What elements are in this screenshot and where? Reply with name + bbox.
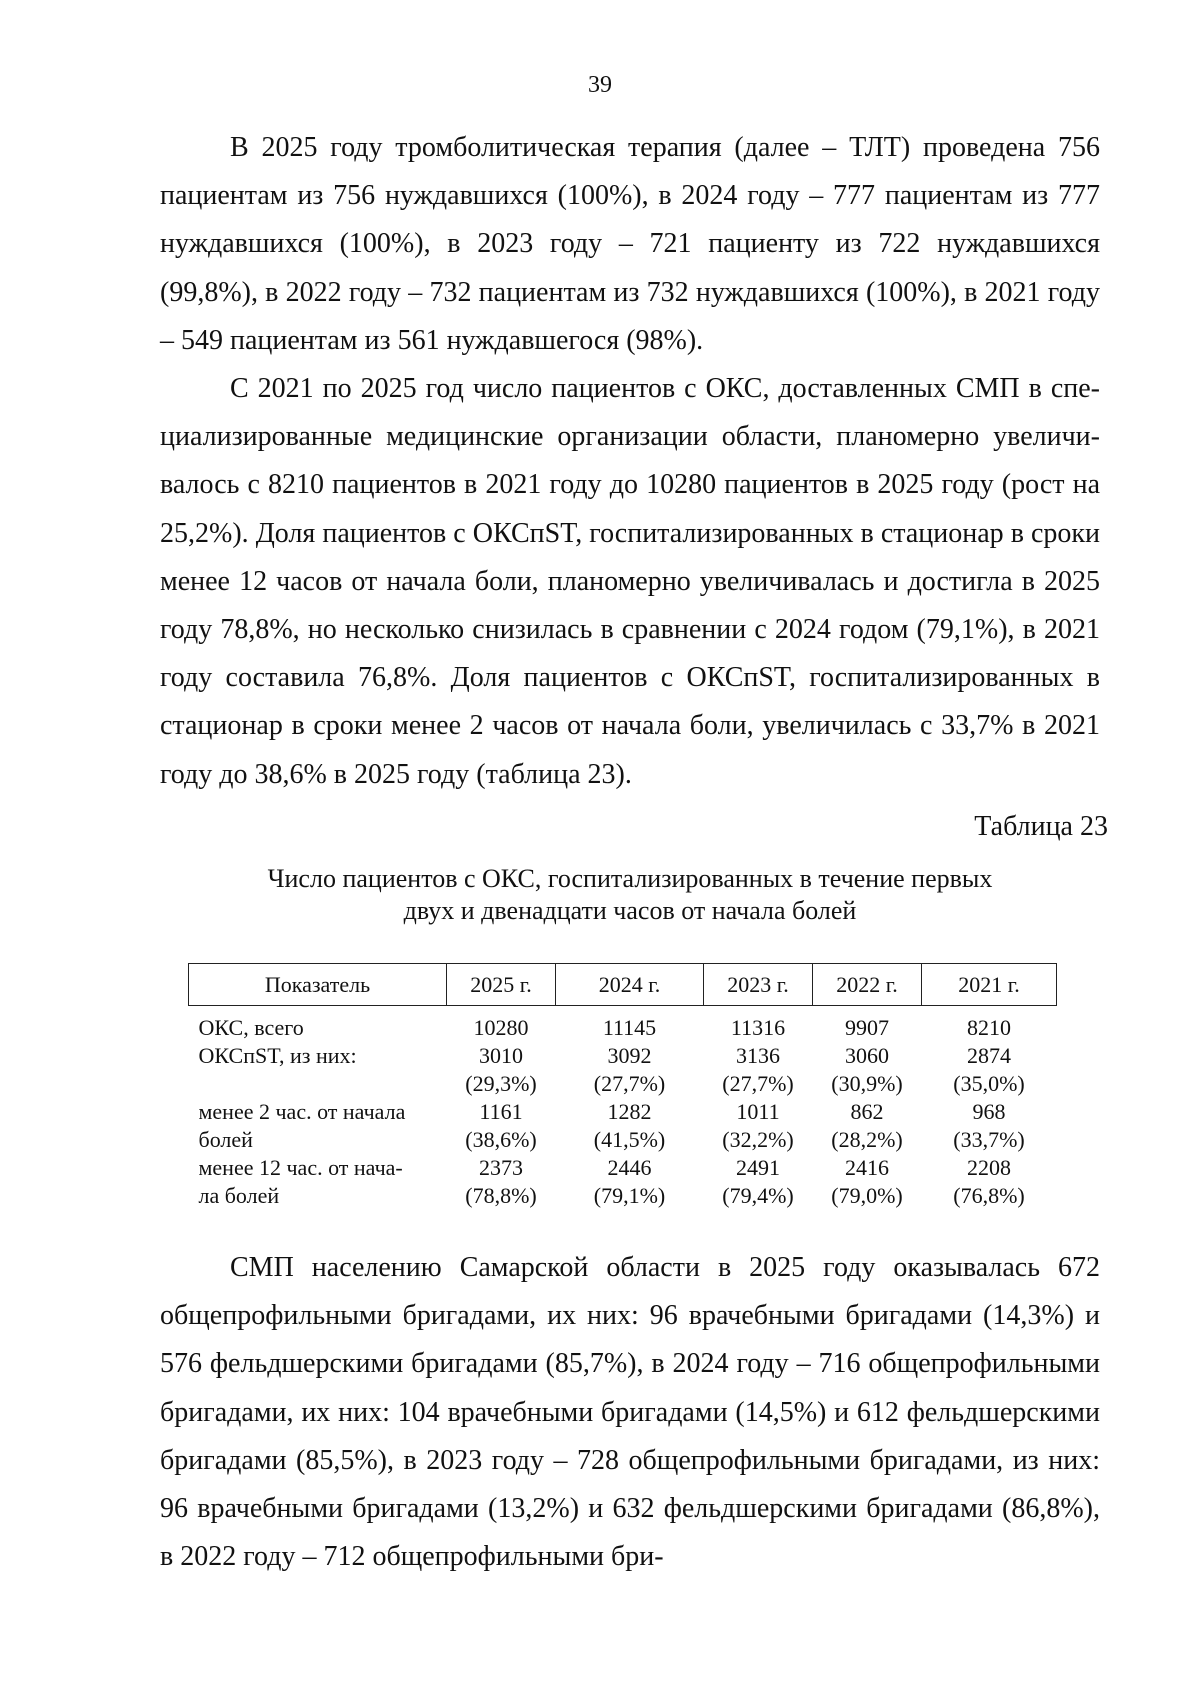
table-cell: 8210 xyxy=(967,1015,1011,1040)
row-label: болей xyxy=(198,1127,253,1152)
table-caption xyxy=(160,863,1100,927)
table-cell: 2491 xyxy=(736,1155,780,1180)
row-label: ла болей xyxy=(198,1183,280,1208)
table-cell: 1161 xyxy=(479,1099,523,1124)
table-cell: 862 xyxy=(850,1099,884,1124)
table-cell: 3060 xyxy=(845,1043,889,1068)
table-cell: 3136 xyxy=(736,1043,780,1068)
table-cell: (33,7%) xyxy=(953,1127,1025,1152)
table-cell: 1011 xyxy=(736,1099,780,1124)
table-cell: (27,7%) xyxy=(593,1071,666,1096)
table-cell: (28,2%) xyxy=(831,1127,903,1152)
table-cell: 11145 xyxy=(602,1015,657,1040)
table-cell: 1282 xyxy=(607,1099,652,1124)
table-cell: 968 xyxy=(972,1099,1006,1124)
paragraph-tlt: В 2025 году тромболитическая терапия (далее – ТЛТ) проведена 756 пациентам из 756 нуждавшихся (100%), в 2024 году – 777 пациентам из 777 нуждавшихся (100%), в 2023 году – 721 пациенту из 722 нуждавшихся (99,8%), в 2022 году – 732 пациентам из 732 нуждавшихся (100%), в 2021 году – 549 пациентам из 561 нуждавшегося (98%). xyxy=(160,132,1100,356)
table-row xyxy=(189,1070,1057,1098)
table-cell: 2446 xyxy=(607,1155,652,1180)
table-label: Таблица 23 xyxy=(974,811,1108,842)
header-2024: 2024 г. xyxy=(556,964,704,1006)
table-row xyxy=(189,1126,1057,1154)
row-label: менее 12 час. от нача- xyxy=(198,1155,403,1180)
header-indicator: Показатель xyxy=(189,964,447,1006)
table-cell: (79,1%) xyxy=(593,1183,666,1208)
table-cell: 3010 xyxy=(479,1043,523,1068)
row-label: менее 2 час. от начала xyxy=(198,1099,406,1124)
table-header-row xyxy=(189,964,1057,1006)
row-label xyxy=(189,1070,447,1098)
table-cell: 3092 xyxy=(607,1043,652,1068)
table-cell: (76,8%) xyxy=(953,1183,1025,1208)
table-row xyxy=(189,1154,1057,1182)
table-row xyxy=(189,1098,1057,1126)
page-number: 39 xyxy=(588,72,612,98)
table-cell: (79,4%) xyxy=(722,1183,794,1208)
table-row xyxy=(189,1006,1057,1043)
table-cell: 2874 xyxy=(967,1043,1011,1068)
table-row xyxy=(189,1182,1057,1210)
table-cell: (35,0%) xyxy=(953,1071,1025,1096)
table-caption-line-2: двух и двенадцати часов от начала болей xyxy=(403,896,857,925)
table-cell: (30,9%) xyxy=(831,1071,903,1096)
header-2025: 2025 г. xyxy=(447,964,556,1006)
table-cell: 2416 xyxy=(845,1155,889,1180)
table-cell: (38,6%) xyxy=(465,1127,537,1152)
table-cell: (41,5%) xyxy=(593,1127,666,1152)
row-label: ОКС, всего xyxy=(198,1015,304,1040)
paragraph-brigades: СМП населению Самарской области в 2025 году оказывалась 672 общепрофильными бригадами, их них: 96 врачебными бригадами (14,3%) и 576 фельдшерскими бригадами (85,7%), в 2024 году – 716 общепрофильными бригадами, их них: 104 врачебными бригадами (14,5%) и 612 фельдшерскими бригадами (85,5%), в 2023 году – 728 общепрофильными бригадами, из них: 96 врачебными бригадами (13,2%) и 632 фельдшерскими бригадами (86,8%), в 2022 году – 712 общепрофильными бри- xyxy=(160,1252,1100,1573)
header-2022: 2022 г. xyxy=(813,964,922,1006)
table-cell: 2208 xyxy=(967,1155,1011,1180)
table-row xyxy=(189,1042,1057,1070)
row-label: ОКСпST, из них: xyxy=(198,1043,357,1068)
table-cell: 10280 xyxy=(473,1015,529,1040)
table-cell: (78,8%) xyxy=(465,1183,537,1208)
table-cell: (27,7%) xyxy=(722,1071,794,1096)
table-cell: (79,0%) xyxy=(831,1183,903,1208)
table-cell: 2373 xyxy=(479,1155,523,1180)
table-cell: (32,2%) xyxy=(722,1127,794,1152)
header-2023: 2023 г. xyxy=(704,964,813,1006)
table-caption-line-1: Число пациентов с ОКС, госпитализированных в течение первых xyxy=(267,864,993,893)
table-cell: (29,3%) xyxy=(465,1071,537,1096)
header-2021: 2021 г. xyxy=(922,964,1057,1006)
data-table xyxy=(188,963,1057,1210)
paragraph-oks: С 2021 по 2025 год число пациентов с ОКС, доставленных СМП в специализированные медицинские организации области, планомерно увеличивалось с 8210 пациентов в 2021 году до 10280 пациентов в 2025 году (рост на 25,2%). Доля пациентов с ОКСпST, госпитализированных в стационар в сроки менее 12 часов от начала боли, планомерно увеличивалась и достигла в 2025 году 78,8%, но несколько снизилась в сравнении с 2024 годом (79,1%), в 2021 году составила 76,8%. Доля пациентов с ОКСпST, госпитализированных в стационар в сроки менее 2 часов от начала боли, увеличилась с 33,7% в 2021 году до 38,6% в 2025 году (таблица 23). xyxy=(160,373,1100,790)
table-cell: 9907 xyxy=(845,1015,889,1040)
table-cell: 11316 xyxy=(730,1015,786,1040)
